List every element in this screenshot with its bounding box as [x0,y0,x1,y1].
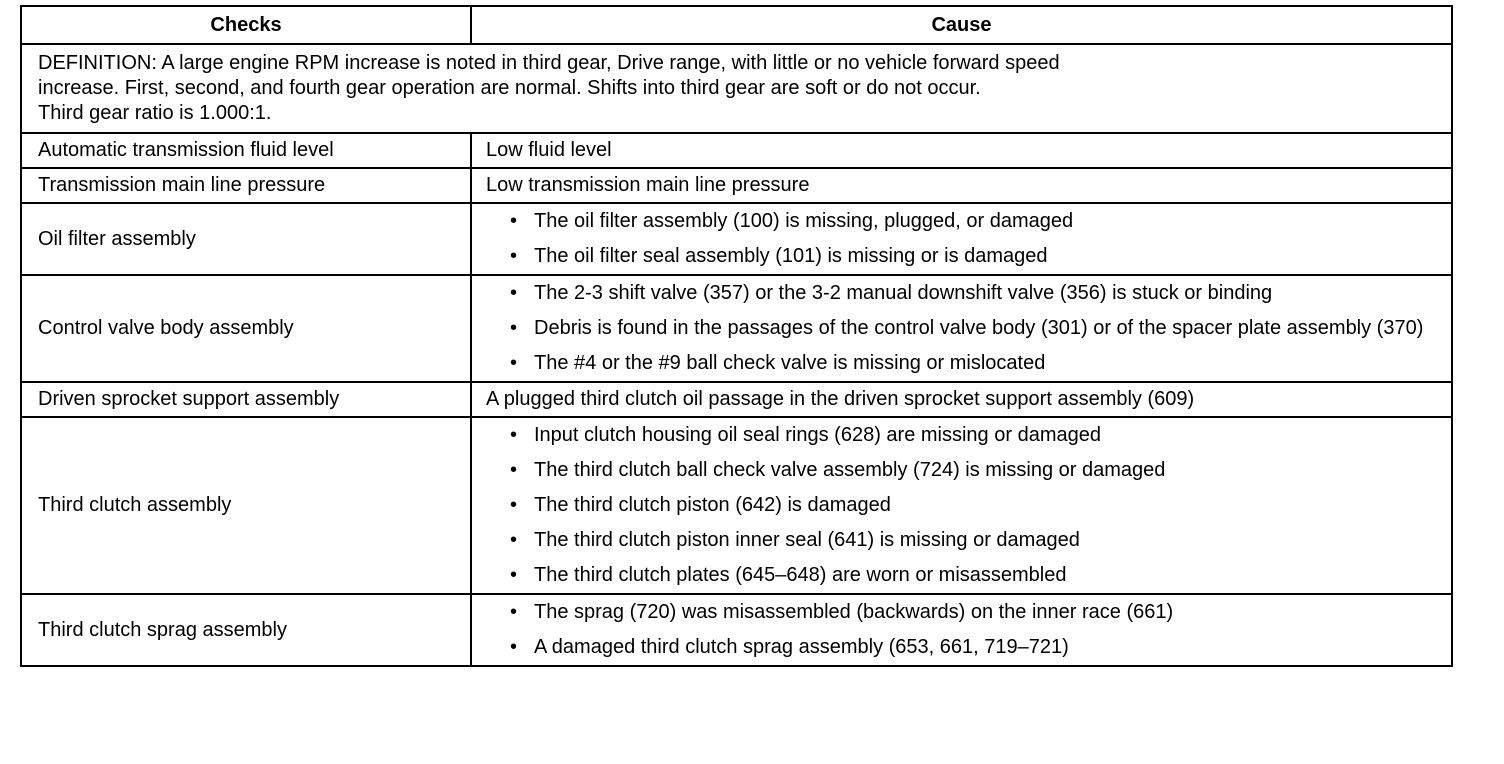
list-item [510,600,1437,625]
cause-cell [471,203,1452,275]
cause-cell: Low fluid level [471,133,1452,168]
cause-text: Input clutch housing oil seal rings (628) are missing or damaged [534,424,1101,446]
bullet-icon: • [510,282,518,304]
cause-cell [471,417,1452,594]
bullet-icon: • [510,352,518,374]
header-row [21,6,1452,44]
table-row [21,417,1452,594]
bullet-icon: • [510,245,518,267]
bullet-icon: • [510,636,518,658]
bullet-icon: • [510,210,518,232]
list-item [510,635,1437,660]
cause-text: The third clutch piston inner seal (641) is missing or damaged [534,529,1080,551]
table-row [21,382,1452,417]
list-item [510,351,1437,376]
cause-text: The 2-3 shift valve (357) or the 3-2 manual downshift valve (356) is stuck or binding [534,282,1273,304]
cause-cell [471,275,1452,382]
bullet-icon: • [510,529,518,551]
list-item [510,281,1437,306]
cause-cell: Low transmission main line pressure [471,168,1452,203]
check-cell: Transmission main line pressure [21,168,471,203]
check-cell: Driven sprocket support assembly [21,382,471,417]
table-row [21,133,1452,168]
list-item [510,528,1437,553]
table-row [21,594,1452,666]
header-cause: Cause [471,6,1452,44]
table-row [21,168,1452,203]
cause-text: The third clutch plates (645–648) are worn or misassembled [534,564,1067,586]
cause-cell: A plugged third clutch oil passage in the driven sprocket support assembly (609) [471,382,1452,417]
cause-list [486,276,1437,381]
definition-line: Third gear ratio is 1.000:1. [38,102,272,124]
definition-cell [21,44,1452,133]
list-item [510,209,1437,234]
definition-row [21,44,1452,133]
cause-text: A damaged third clutch sprag assembly (653, 661, 719–721) [534,636,1069,658]
list-item [510,423,1437,448]
cause-text: The oil filter assembly (100) is missing, plugged, or damaged [534,210,1074,232]
bullet-icon: • [510,317,518,339]
cause-cell [471,594,1452,666]
cause-text: The third clutch piston (642) is damaged [534,494,891,516]
definition-line: DEFINITION: A large engine RPM increase is noted in third gear, Drive range, with little or no vehicle forward speed [38,52,1060,74]
header-checks: Checks [21,6,471,44]
list-item [510,563,1437,588]
bullet-icon: • [510,424,518,446]
list-item [510,493,1437,518]
check-cell: Automatic transmission fluid level [21,133,471,168]
check-cell: Control valve body assembly [21,275,471,382]
definition-line: increase. First, second, and fourth gear operation are normal. Shifts into third gear are soft or do not occur. [38,77,981,99]
cause-list [486,204,1437,274]
bullet-icon: • [510,459,518,481]
cause-list [486,595,1437,665]
check-cell: Third clutch assembly [21,417,471,594]
check-cell: Oil filter assembly [21,203,471,275]
bullet-icon: • [510,494,518,516]
bullet-icon: • [510,601,518,623]
cause-list [486,418,1437,593]
table-row [21,203,1452,275]
list-item [510,244,1437,269]
cause-text: The sprag (720) was misassembled (backwards) on the inner race (661) [534,601,1174,623]
list-item [510,316,1437,341]
list-item [510,458,1437,483]
check-cell: Third clutch sprag assembly [21,594,471,666]
cause-text: Debris is found in the passages of the control valve body (301) or of the spacer plate assembly (370) [534,317,1424,339]
cause-text: The third clutch ball check valve assembly (724) is missing or damaged [534,459,1166,481]
cause-text: The #4 or the #9 ball check valve is missing or mislocated [534,352,1046,374]
bullet-icon: • [510,564,518,586]
cause-text: The oil filter seal assembly (101) is missing or is damaged [534,245,1048,267]
diagnostic-table [20,5,1453,667]
table-row [21,275,1452,382]
